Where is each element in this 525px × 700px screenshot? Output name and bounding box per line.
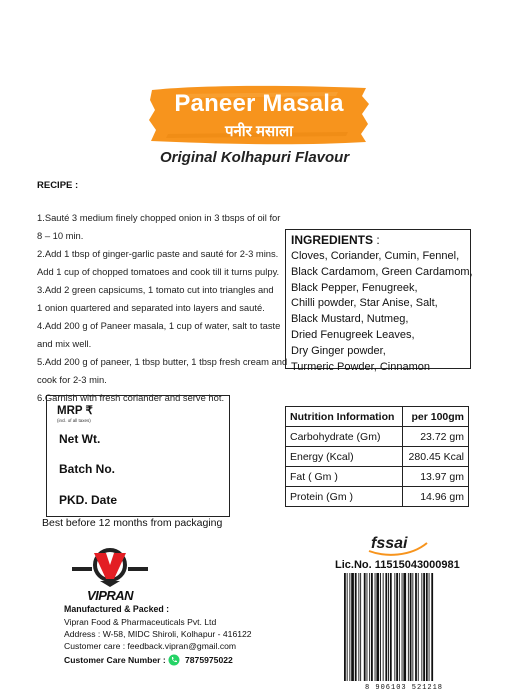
recipe-line: 1.Sauté 3 medium finely chopped onion in 3 tbsps of oil for <box>37 212 281 223</box>
barcode-bar <box>429 573 430 681</box>
ingredient-line: Cloves, Coriander, Cumin, Fennel, <box>291 250 460 262</box>
barcode-bar <box>390 573 392 681</box>
ingredient-line: Black Cardamom, Green Cardamom, <box>291 265 473 278</box>
barcode-bar <box>394 573 395 681</box>
nutrient-name: Protein (Gm ) <box>286 487 403 507</box>
barcode-bar <box>369 573 370 681</box>
nutrition-row <box>286 447 469 467</box>
barcode-bar <box>423 573 425 681</box>
barcode-bar <box>426 573 428 681</box>
barcode-bar <box>403 573 406 681</box>
ingredient-line: Black Pepper, Fenugreek, <box>291 281 418 294</box>
recipe-line: 6.Garnish with fresh coriander and serve hot. <box>37 392 225 403</box>
barcode-bar <box>349 573 350 681</box>
nutrition-table <box>285 406 469 507</box>
barcode-bar <box>415 573 417 681</box>
nutrition-header-row <box>286 407 469 427</box>
nutrient-value: 280.45 Kcal <box>402 447 468 467</box>
best-before-note: Best before 12 months from packaging <box>42 517 223 529</box>
ingredients-list <box>291 249 471 375</box>
recipe-line: 1 onion quartered and separated into layers and sauté. <box>37 302 265 313</box>
recipe-heading: RECIPE : <box>37 180 79 191</box>
barcode-bar <box>408 573 409 681</box>
company-address: Address : W-58, MIDC Shiroli, Kolhapur - 416122 <box>64 629 252 639</box>
nutrition-header-unit: per 100gm <box>402 407 468 427</box>
customer-care-email: Customer care : feedback.vipran@gmail.com <box>64 641 237 651</box>
nutrition-row <box>286 427 469 447</box>
ingredient-line: Black Mustard, Nutmeg, <box>291 313 409 326</box>
nutrition-header-label: Nutrition Information <box>286 407 403 427</box>
barcode-bar <box>371 573 373 681</box>
ingredients-heading-text: INGREDIENTS <box>291 233 374 247</box>
license-number: Lic.No. 11515043000981 <box>335 559 460 571</box>
nutrient-value: 23.72 gm <box>402 427 468 447</box>
fssai-logo <box>365 531 430 558</box>
barcode-bar <box>431 573 433 681</box>
barcode-bar <box>355 573 357 681</box>
recipe-line: and mix well. <box>37 338 92 349</box>
product-title-hindi: पनीर मसाला <box>224 123 294 140</box>
barcode-bar <box>421 573 422 681</box>
mrp-label: MRP ₹ <box>57 405 93 417</box>
barcode-bar <box>375 573 376 681</box>
customer-care-label: Customer Care Number : <box>64 655 166 665</box>
barcode-bar <box>358 573 359 681</box>
nutrient-name: Fat ( Gm ) <box>286 467 403 487</box>
product-title: Paneer Masala <box>174 90 344 117</box>
product-subtitle: Original Kolhapuri Flavour <box>160 149 350 166</box>
recipe-line: Add 1 cup of chopped tomatoes and cook till it turns pulpy. <box>37 266 280 277</box>
nutrition-row <box>286 487 469 507</box>
recipe-line: 8 – 10 min. <box>37 230 84 241</box>
barcode-bar <box>351 573 354 681</box>
barcode-bar <box>376 573 379 681</box>
barcode-bar <box>402 573 403 681</box>
nutrient-name: Carbohydrate (Gm) <box>286 427 403 447</box>
barcode-bar <box>367 573 368 681</box>
ingredient-line: Chilli powder, Star Anise, Salt, <box>291 297 438 310</box>
customer-care-number: 7875975022 <box>185 655 233 665</box>
ingredients-heading <box>291 233 380 247</box>
manufacturer-label: Manufactured & Packed : <box>64 604 170 614</box>
recipe-line: cook for 2-3 min. <box>37 374 107 385</box>
batch-number-label: Batch No. <box>59 462 116 476</box>
barcode-bar <box>347 573 348 681</box>
nutrient-name: Energy (Kcal) <box>286 447 403 467</box>
barcode-bar <box>344 573 346 681</box>
nutrient-value: 14.96 gm <box>402 487 468 507</box>
barcode-bar <box>418 573 419 681</box>
recipe-line: 4.Add 200 g of Paneer masala, 1 cup of water, salt to taste <box>37 320 281 331</box>
svg-text:fssai: fssai <box>371 535 408 552</box>
nutrition-row <box>286 467 469 487</box>
ingredient-line: Turmeric Powder, Cinnamon <box>291 360 430 373</box>
barcode <box>340 573 468 683</box>
recipe-line: 2.Add 1 tbsp of ginger-garlic paste and sauté for 2-3 mins. <box>37 248 279 259</box>
recipe-steps <box>37 209 288 407</box>
recipe-line: 5.Add 200 g of paneer, 1 tbsp butter, 1 tbsp fresh cream and <box>37 356 288 367</box>
barcode-bar <box>385 573 387 681</box>
barcode-number: 8 906103 521218 <box>364 684 443 692</box>
barcode-bar <box>388 573 389 681</box>
barcode-bar <box>396 573 398 681</box>
ingredients-heading-colon: : <box>373 233 380 247</box>
barcode-bar <box>412 573 413 681</box>
ingredient-line: Dried Fenugreek Leaves, <box>291 328 415 341</box>
packed-date-label: PKD. Date <box>59 493 118 507</box>
phone-icon <box>168 654 180 666</box>
brand-name: VIPRAN <box>86 588 134 603</box>
mrp-tax-note: (incl. of all taxes) <box>57 418 91 423</box>
recipe-line: 3.Add 2 green capsicums, 1 tomato cut into triangles and <box>37 284 274 295</box>
nutrient-value: 13.97 gm <box>402 467 468 487</box>
barcode-bar <box>364 573 366 681</box>
net-weight-label: Net Wt. <box>59 432 101 446</box>
barcode-bar <box>410 573 412 681</box>
barcode-bar <box>360 573 361 681</box>
ingredient-line: Dry Ginger powder, <box>291 344 386 357</box>
barcode-bar <box>399 573 400 681</box>
company-name: Vipran Food & Pharmaceuticals Pvt. Ltd <box>64 617 217 627</box>
barcode-bar <box>383 573 384 681</box>
barcode-bar <box>380 573 381 681</box>
